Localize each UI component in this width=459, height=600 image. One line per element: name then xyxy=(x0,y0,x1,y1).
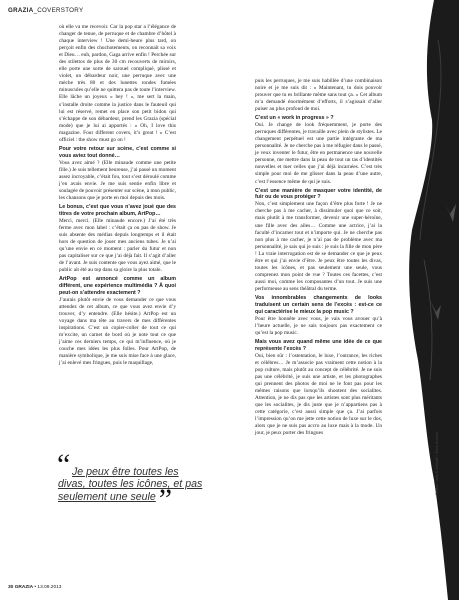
page-number: 30 xyxy=(8,585,14,590)
pull-quote-text: Je peux être toutes les divas, toutes les icônes, et pas seulement une seule xyxy=(58,466,203,503)
question-6: Vos innombrables changements de looks traduisent un certain sens de l’excès : est-ce ce qui caractérise le mieux la pop music ? xyxy=(255,294,382,315)
answer-6: Pour être honnête avec vous, je vais vous avouer qu’à l’heure actuelle, je ne sais toujours pas exactement ce qu’est la pop music. xyxy=(255,315,382,336)
lead-paragraph: où elle va me recevoir. Car la pop star a l’élégance de changer de tenue, de perruque et de chambre d’hôtel à chaque interview ! Une demi-heure plus tard, on perçoit enfin des chuchotements, on reconnaît sa voix et Dieu… euh, pardon, Gaga arrive enfin ! Perchée sur des stilettos de plus de 30 cm recouverts de miroirs, elle porte une sorte de sarouel compliqué, plissé et violet, un débardeur noir, une perruque avec une mèche très 80 et des lunettes rondes fumées minuscules qu’elle ne quittera pas de toute l’interview. Elle lâche un joyeux « hey ! », me sert la main, s’installe droite comme la justice dans le fauteuil qui lui est réservé, remet en place son petit bidon qui s’échappe de son débardeur, prend les Grazia (spécial mode) que je lui ai apportés : « Oh, I love this magazine. Four different covers, it’s great ! » C’est officiel : the show must go on ! xyxy=(59,24,176,143)
page-footer xyxy=(8,585,61,590)
answer-5: Non, c’est simplement une façon d’être plus forte ! Je ne cherche pas à me cacher, à dissimuler quoi que ce soit, mais plutôt à me transformer, devenir une super-héroïne, une fille avec des ailes… Comme une actrice, j’ai la faculté d’incarner tout et n’importe qui. Je ne cherche pas non plus à me cacher, je n’ai pas de problème avec ma personnalité, je sais qui je suis : je suis la fille de mon père ! La vraie interrogation est de se demander ce que je peux être et qui j’ai envie d’être. Je peux être toutes les divas, toutes les icônes, et pas seulement une seule, vous comprenez mon point de vue ? Toutes ces facettes, c’est aussi moi, comme les composantes d’un tout. Je suis une performeuse au sens théâtral du terme. xyxy=(255,201,382,292)
question-1: Pour votre retour sur scène, c’est comme si vous aviez tout donné… xyxy=(59,145,176,159)
close-quote-mark: ” xyxy=(158,482,173,516)
answer-1: Vous avez aimé ? (Elle minaude comme une petite fille.) Je suis tellement heureuse, j’ai passé un moment assez incroyable, c’était fou, tout s’est déroulé comme j’en avais envie. Je me suis sentie enfin libre et soulagée de pouvoir présenter sur scène, à mon public, les chansons que je porte en moi depuis des mois. xyxy=(59,159,176,201)
question-7: Mais vous avez quand même une idée de ce que représente l’excès ? xyxy=(255,338,382,352)
running-header xyxy=(8,7,83,14)
issue-date: • 13.09.2013 xyxy=(34,585,62,590)
question-4: C’est un « work in progress » ? xyxy=(255,115,334,122)
question-5: C’est une manière de masquer votre identité, de fuir ou de vous protéger ? xyxy=(255,187,382,201)
section-label: _COVERSTORY xyxy=(33,7,84,14)
article-column-2 xyxy=(255,78,382,437)
question-2: Le bonus, c’est que vous n’avez joué que des titres de votre prochain album, ArtPop… xyxy=(59,203,176,217)
photo-credit: Photos : Inez & Vinoodh / Trunk Archive xyxy=(435,432,439,496)
footer-brand: GRAZIA xyxy=(14,585,34,590)
answer-4: Oui. Je change de look fréquemment, je porte des perruques différentes, je travaille avec plein de stylistes. Le changement perpétuel est une partie intégrante de ma personnalité. Je ne cherche pas à me réfugier dans le passé, je veux inventer le futur, être en permanence une nouvelle personne, me mettre dans la peau de tout un tas d’identités nouvelles et tuer celles que j’ai déjà incarnées. C’est très simple pour moi de me glisser dans la peau d’une autre, c’est l’essence même de qui je suis. xyxy=(255,122,382,185)
magazine-brand: GRAZIA xyxy=(8,7,34,14)
article-column-1 xyxy=(59,24,176,367)
photo-image xyxy=(404,0,459,600)
answer-7: Oui, bien sûr : l’ostentation, le luxe, l’outrance, les riches et célèbres… Je m’associe pas vraiment cette notion à la pop culture, mais plutôt au concept de célébrité. Je ne suis pas une célébrité, je suis une artiste, et les photographes qui prennent des photos de moi ne le font pas pour les mêmes raisons que lorsqu’ils shootent des socialites. Attention, je ne dis pas que les artistes sont plus méritants que les socialites, je dis juste que je n’appartiens pas à cette catégorie, c’est aussi simple que ça. J’ai parfois l’impression qu’on me jette cette notion de luxe sur le dos, alors que je ne suis pas accro au luxe mais à la mode. Un jour, je peux porter des fringues xyxy=(255,352,382,437)
answer-3: J’aurais plutôt envie de vous demander ce que vous attendez de cet album, ce que vous avez envie d’y trouver, d’y entendre. (Elle hésite.) ArtPop est un voyage dans ma tête au travers de mes différentes inspirations. C’est un copier-coller de tout ce qui m’excite, un carnet de bord où je note tout ce que j’aime ces derniers temps, ce qui m’influence, où je couche mes idées les plus folles. Pour ArtPop, de manière symbolique, je me suis mise face à une glace, j’ai enlevé mes fringues, puis le maquillage, xyxy=(59,296,176,367)
open-quote-mark: “ xyxy=(57,448,71,481)
answer-3-continued: puis les perruques, je me suis habillée d’une combinaison noire et je me suis dit : « Maintenant, tu dois pouvoir prouver que tu es brillante même sans tout ça. » Cet album m’a demandé énormément d’efforts, il s’agissait d’aller puiser au plus profond de moi. xyxy=(255,78,382,113)
question-3: ArtPop est annoncé comme un album différent, une expérience multimédia ? À quoi peut-on s’attendre exactement ? xyxy=(59,276,176,296)
pull-quote xyxy=(57,448,208,516)
answer-2: Merci, merci. (Elle minaude encore.) J’ai été très ferme avec mon label : c’était ça ou pas de show. Je suis absente des médias depuis longtemps et il était hors de question de jouer mes anciens tubes. Je n’ai qu’une envie en ce moment : parler du futur et non pas capitaliser sur ce que j’ai déjà fait. Il s’agit d’aller de l’avant. Je suis contente que vous ayez aimé, que le public ait été au top dans sa gloire la plus totale. xyxy=(59,217,176,274)
